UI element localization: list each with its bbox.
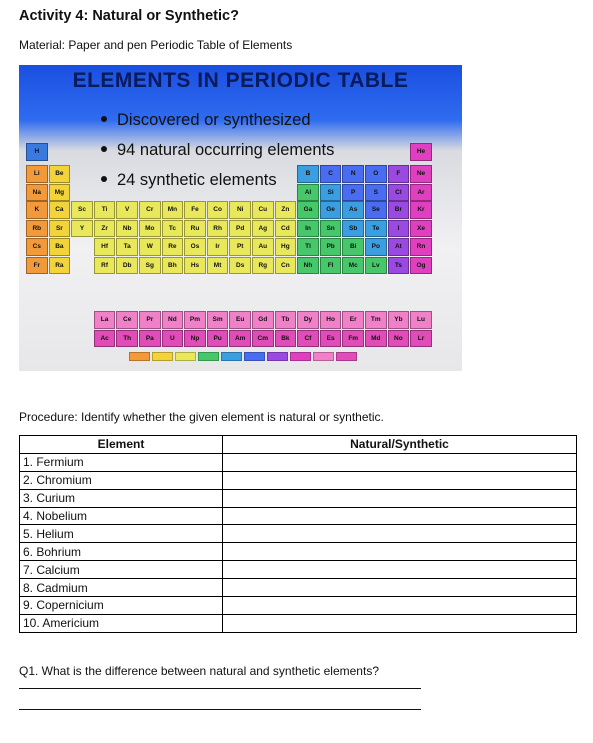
answer-cell[interactable] <box>223 543 577 561</box>
element-cell-am: Am <box>229 330 251 348</box>
element-cell-fe: Fe <box>184 201 206 219</box>
element-cell-ra: Ra <box>49 257 71 275</box>
element-cell-sb: Sb <box>342 220 364 238</box>
element-cell-fm: Fm <box>342 330 364 348</box>
element-cell-zr: Zr <box>94 220 116 238</box>
element-cell-br: Br <box>388 201 410 219</box>
element-cell-ge: Ge <box>320 201 342 219</box>
element-cell: 8. Cadmium <box>20 579 223 597</box>
element-cell-sr: Sr <box>49 220 71 238</box>
element-cell-na: Na <box>26 184 48 202</box>
element-cell-tl: Tl <box>297 238 319 256</box>
element-cell-xe: Xe <box>410 220 432 238</box>
element-cell-tm: Tm <box>365 311 387 329</box>
element-cell-be: Be <box>49 165 71 183</box>
element-cell: 3. Curium <box>20 489 223 507</box>
bullet-text: 94 natural occurring elements <box>117 141 335 159</box>
element-cell-p: P <box>342 184 364 202</box>
element-cell-ac: Ac <box>94 330 116 348</box>
activity-title: Activity 4: Natural or Synthetic? <box>19 8 239 24</box>
bullet-dot-icon <box>101 116 107 122</box>
element-cell-md: Md <box>365 330 387 348</box>
element-cell-eu: Eu <box>229 311 251 329</box>
element-cell-lv: Lv <box>365 257 387 275</box>
element-cell-lu: Lu <box>410 311 432 329</box>
element-cell-pd: Pd <box>229 220 251 238</box>
element-cell-ag: Ag <box>252 220 274 238</box>
element-cell-b: B <box>297 165 319 183</box>
answer-cell[interactable] <box>223 489 577 507</box>
element-cell-er: Er <box>342 311 364 329</box>
element-cell-al: Al <box>297 184 319 202</box>
bullet-dot-icon <box>101 146 107 152</box>
element-cell-ru: Ru <box>184 220 206 238</box>
element-cell-rg: Rg <box>252 257 274 275</box>
element-cell-pr: Pr <box>139 311 161 329</box>
element-cell-o: O <box>365 165 387 183</box>
element-cell-np: Np <box>184 330 206 348</box>
element-cell-fl: Fl <box>320 257 342 275</box>
element-cell-co: Co <box>207 201 229 219</box>
element-cell-nd: Nd <box>162 311 184 329</box>
element-cell-ta: Ta <box>116 238 138 256</box>
table-row <box>20 507 577 525</box>
element-cell: 5. Helium <box>20 525 223 543</box>
element-cell-u: U <box>162 330 184 348</box>
element-cell-ga: Ga <box>297 201 319 219</box>
element-cell-hs: Hs <box>184 257 206 275</box>
element-cell-cn: Cn <box>275 257 297 275</box>
element-cell-te: Te <box>365 220 387 238</box>
element-cell-cl: Cl <box>388 184 410 202</box>
element-cell-au: Au <box>252 238 274 256</box>
legend-swatch-transition <box>175 352 196 361</box>
element-cell-lr: Lr <box>410 330 432 348</box>
element-cell-nh: Nh <box>297 257 319 275</box>
answer-cell[interactable] <box>223 614 577 632</box>
element-cell-bk: Bk <box>275 330 297 348</box>
element-cell-i: I <box>388 220 410 238</box>
element-cell-bh: Bh <box>162 257 184 275</box>
bullet-text: Discovered or synthesized <box>117 111 311 129</box>
element-cell-h: H <box>26 143 48 161</box>
material-text: Material: Paper and pen Periodic Table of Elements <box>19 38 293 52</box>
element-cell-pu: Pu <box>207 330 229 348</box>
table-row <box>20 614 577 632</box>
element-cell-og: Og <box>410 257 432 275</box>
answer-cell[interactable] <box>223 471 577 489</box>
element-cell-ba: Ba <box>49 238 71 256</box>
element-cell-sm: Sm <box>207 311 229 329</box>
column-header-element: Element <box>20 436 223 454</box>
element-cell: 2. Chromium <box>20 471 223 489</box>
element-cell-ca: Ca <box>49 201 71 219</box>
element-cell-th: Th <box>116 330 138 348</box>
element-cell: 1. Fermium <box>20 453 223 471</box>
element-cell-mn: Mn <box>162 201 184 219</box>
bullet-discovered <box>101 111 311 130</box>
element-cell-po: Po <box>365 238 387 256</box>
bullet-text: 24 synthetic elements <box>117 171 277 189</box>
element-cell-ne: Ne <box>410 165 432 183</box>
column-header-type: Natural/Synthetic <box>223 436 577 454</box>
element-cell-gd: Gd <box>252 311 274 329</box>
answer-cell[interactable] <box>223 525 577 543</box>
table-header-row <box>20 436 577 454</box>
element-cell-re: Re <box>162 238 184 256</box>
element-cell-tc: Tc <box>162 220 184 238</box>
element-cell-f: F <box>388 165 410 183</box>
element-cell-mo: Mo <box>139 220 161 238</box>
answer-cell[interactable] <box>223 453 577 471</box>
element-cell-es: Es <box>320 330 342 348</box>
bullet-dot-icon <box>101 176 107 182</box>
element-cell-cr: Cr <box>139 201 161 219</box>
element-cell-cs: Cs <box>26 238 48 256</box>
legend-swatch-lanthanide <box>313 352 334 361</box>
legend-swatch-halogen <box>267 352 288 361</box>
element-cell-at: At <box>388 238 410 256</box>
legend-swatch-noble <box>290 352 311 361</box>
answer-cell[interactable] <box>223 579 577 597</box>
element-cell-as: As <box>342 201 364 219</box>
element-cell-tb: Tb <box>275 311 297 329</box>
table-row <box>20 543 577 561</box>
element-cell-k: K <box>26 201 48 219</box>
periodic-table-image <box>19 65 462 371</box>
element-cell-pm: Pm <box>184 311 206 329</box>
answer-cell[interactable] <box>223 561 577 579</box>
element-cell-rf: Rf <box>94 257 116 275</box>
legend-swatch-alkali <box>129 352 150 361</box>
element-cell-v: V <box>116 201 138 219</box>
element-cell-sc: Sc <box>71 201 93 219</box>
legend-swatch-post <box>198 352 219 361</box>
element-cell-kr: Kr <box>410 201 432 219</box>
periodic-table-title: ELEMENTS IN PERIODIC TABLE <box>72 69 409 92</box>
element-cell-s: S <box>365 184 387 202</box>
answer-line[interactable] <box>19 709 421 710</box>
element-cell-ho: Ho <box>320 311 342 329</box>
element-cell-cd: Cd <box>275 220 297 238</box>
element-cell: 4. Nobelium <box>20 507 223 525</box>
table-row <box>20 471 577 489</box>
element-cell-yb: Yb <box>388 311 410 329</box>
element-cell-dy: Dy <box>297 311 319 329</box>
element-cell-hf: Hf <box>94 238 116 256</box>
legend-swatch-metalloid <box>221 352 242 361</box>
element-cell-pa: Pa <box>139 330 161 348</box>
element-cell-pb: Pb <box>320 238 342 256</box>
element-cell-hg: Hg <box>275 238 297 256</box>
element-cell-bi: Bi <box>342 238 364 256</box>
element-cell-cf: Cf <box>297 330 319 348</box>
element-cell-os: Os <box>184 238 206 256</box>
element-cell-la: La <box>94 311 116 329</box>
bullet-synthetic <box>101 171 277 190</box>
element-cell-cm: Cm <box>252 330 274 348</box>
table-row <box>20 597 577 615</box>
element-cell-db: Db <box>116 257 138 275</box>
element-cell-si: Si <box>320 184 342 202</box>
answer-cell[interactable] <box>223 597 577 615</box>
table-row <box>20 453 577 471</box>
element-cell-ts: Ts <box>388 257 410 275</box>
element-cell-mc: Mc <box>342 257 364 275</box>
legend-swatch-alkaline <box>152 352 173 361</box>
element-cell: 6. Bohrium <box>20 543 223 561</box>
element-table <box>19 435 577 633</box>
element-cell: 9. Copernicium <box>20 597 223 615</box>
element-cell-pt: Pt <box>229 238 251 256</box>
table-row <box>20 525 577 543</box>
element-cell-ar: Ar <box>410 184 432 202</box>
table-row <box>20 489 577 507</box>
element-cell-y: Y <box>71 220 93 238</box>
element-cell-li: Li <box>26 165 48 183</box>
element-cell-n: N <box>342 165 364 183</box>
element-cell-cu: Cu <box>252 201 274 219</box>
element-cell-se: Se <box>365 201 387 219</box>
table-row <box>20 579 577 597</box>
question-1: Q1. What is the difference between natural and synthetic elements? <box>19 664 379 678</box>
bullet-natural <box>101 141 334 160</box>
legend-swatch-nonmetal <box>244 352 265 361</box>
element-cell: 7. Calcium <box>20 561 223 579</box>
procedure-text: Procedure: Identify whether the given element is natural or synthetic. <box>19 410 384 424</box>
element-cell-ds: Ds <box>229 257 251 275</box>
answer-cell[interactable] <box>223 507 577 525</box>
element-cell-c: C <box>320 165 342 183</box>
element-cell-rn: Rn <box>410 238 432 256</box>
element-cell-sg: Sg <box>139 257 161 275</box>
legend-swatch-actinide <box>336 352 357 361</box>
element-cell-nb: Nb <box>116 220 138 238</box>
element-cell-he: He <box>410 143 432 161</box>
element-cell-ir: Ir <box>207 238 229 256</box>
element-cell-in: In <box>297 220 319 238</box>
element-cell-mt: Mt <box>207 257 229 275</box>
table-row <box>20 561 577 579</box>
element-cell-ti: Ti <box>94 201 116 219</box>
element-cell: 10. Americium <box>20 614 223 632</box>
element-cell-sn: Sn <box>320 220 342 238</box>
element-cell-no: No <box>388 330 410 348</box>
answer-line[interactable] <box>19 688 421 689</box>
element-cell-fr: Fr <box>26 257 48 275</box>
element-cell-zn: Zn <box>275 201 297 219</box>
element-cell-mg: Mg <box>49 184 71 202</box>
element-cell-ni: Ni <box>229 201 251 219</box>
element-cell-w: W <box>139 238 161 256</box>
element-cell-rb: Rb <box>26 220 48 238</box>
element-cell-rh: Rh <box>207 220 229 238</box>
element-cell-ce: Ce <box>116 311 138 329</box>
